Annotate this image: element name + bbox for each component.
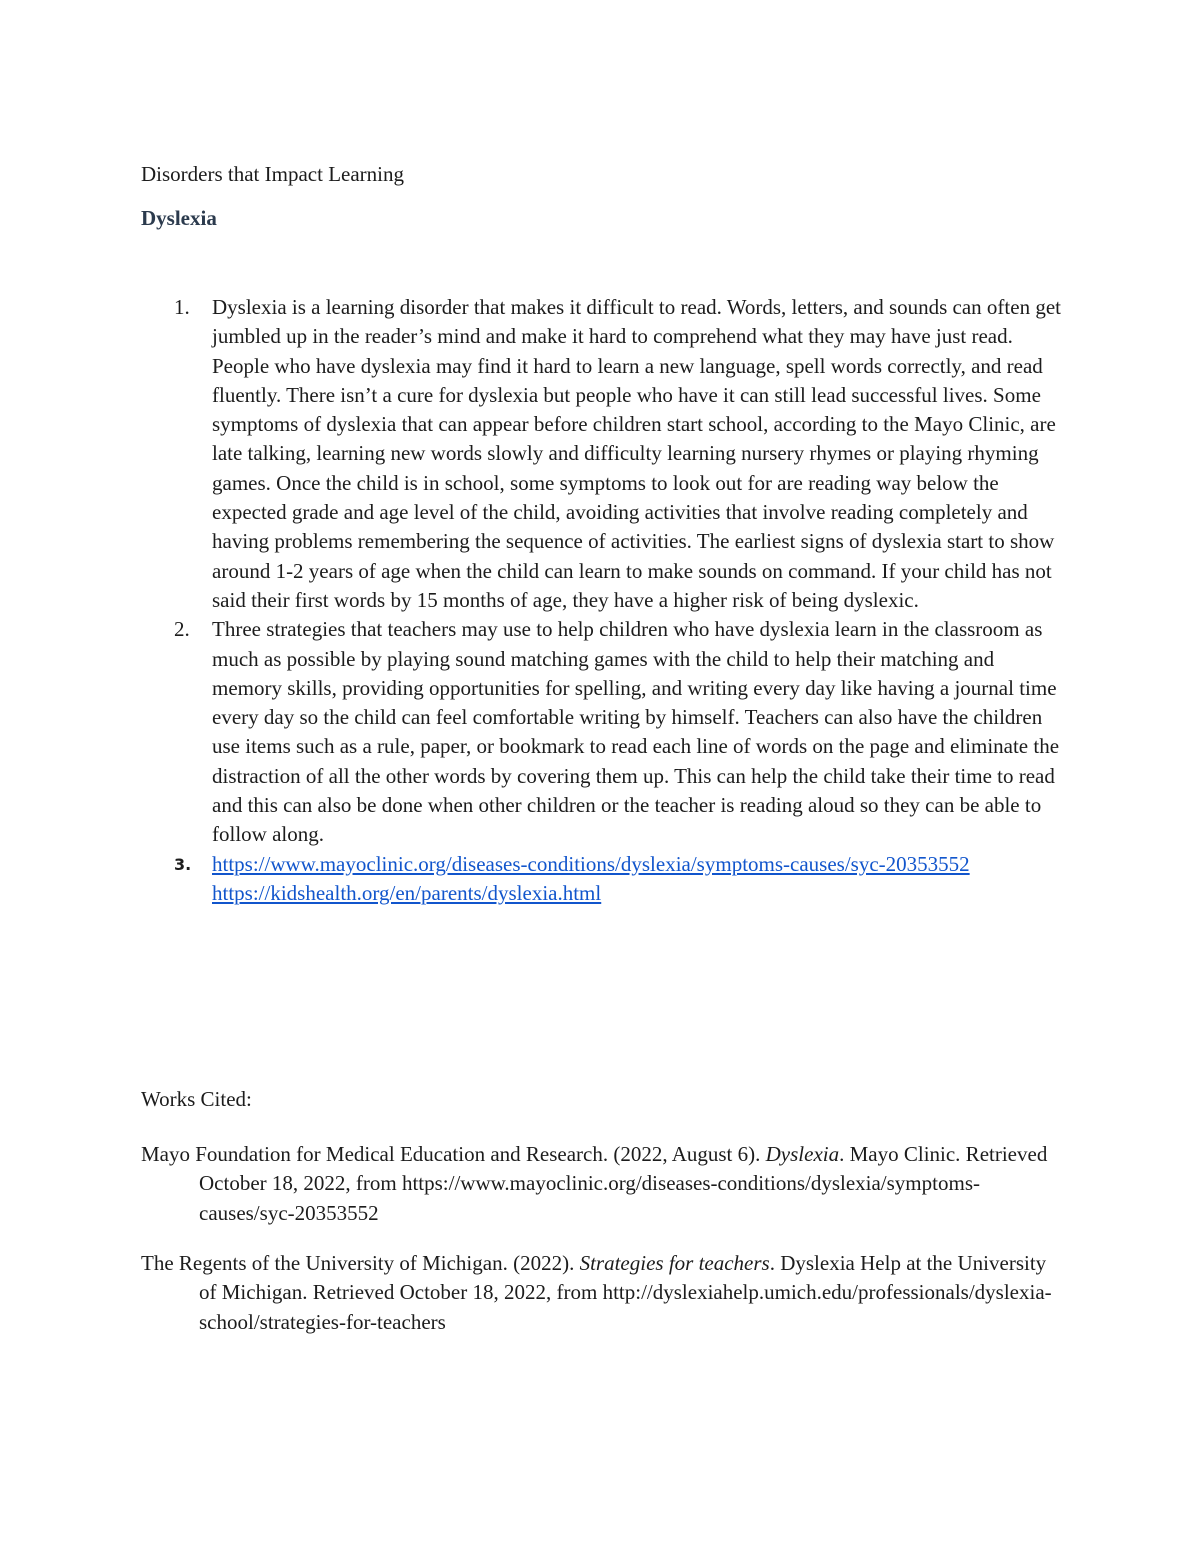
- list-item-text: Dyslexia is a learning disorder that makes it difficult to read. Words, letters, and sounds can often get jumbled up in the reader’s mind and make it hard to comprehend what they may have just read. People who have dyslexia may find it hard to learn a new language, spell words correctly, and read fluently. There isn’t a cure for dyslexia but people who have it can still lead successful lives. Some symptoms of dyslexia that can appear before children start school, according to the Mayo Clinic, are late talking, learning new words slowly and difficulty learning nursery rhymes or playing rhyming games. Once the child is in school, some symptoms to look out for are reading way below the expected grade and age level of the child, avoiding activities that involve reading completely and having problems remembering the sequence of activities. The earliest signs of dyslexia start to show around 1-2 years of age when the child can learn to make sounds on command. If your child has not said their first words by 15 months of age, they have a higher risk of being dyslexic.: [212, 295, 1061, 612]
- citation-text: . Mayo Clinic. Retrieved October 18, 2022, from https://www.mayoclinic.org/diseases-conditions/dyslexia/symptoms-causes/syc-20353552: [199, 1142, 1048, 1225]
- citation-text: The Regents of the University of Michigan. (2022).: [141, 1251, 580, 1275]
- list-item-text: Three strategies that teachers may use to help children who have dyslexia learn in the classroom as much as possible by playing sound matching games with the child to help their matching and memory skills, providing opportunities for spelling, and writing every day like having a journal time every day so the child can feel comfortable writing by himself. Teachers can also have the children use items such as a rule, paper, or bookmark to read each line of words on the page and eliminate the distraction of all the other words by covering them up. This can help the child take their time to read and this can also be done when other children or the teacher is reading aloud so they can be able to follow along.: [212, 617, 1060, 847]
- citation-text: Mayo Foundation for Medical Education and Research. (2022, August 6).: [141, 1142, 766, 1166]
- list-item: [141, 850, 1066, 909]
- list-number: 1.: [174, 295, 190, 319]
- numbered-list: [141, 293, 1066, 908]
- works-cited-label: Works Cited:: [141, 1087, 252, 1111]
- section-heading: Dyslexia: [141, 206, 217, 230]
- list-number: 2.: [174, 617, 190, 642]
- citation-title: Dyslexia: [765, 1142, 840, 1166]
- list-number: 3.: [174, 854, 192, 874]
- mayo-clinic-link[interactable]: https://www.mayoclinic.org/diseases-conditions/dyslexia/symptoms-causes/syc-20353552: [212, 851, 970, 876]
- list-item: [141, 293, 1066, 615]
- document-title: Disorders that Impact Learning: [141, 162, 404, 186]
- citation-entry: [141, 1249, 1066, 1337]
- list-item: [141, 615, 1066, 849]
- citation-entry: [141, 1140, 1066, 1228]
- citation-title: Strategies for teachers: [579, 1251, 770, 1275]
- kidshealth-link[interactable]: https://kidshealth.org/en/parents/dyslexia.html: [212, 880, 602, 905]
- citation-text: . Dyslexia Help at the University of Michigan. Retrieved October 18, 2022, from http://dyslexiahelp.umich.edu/professionals/dyslexia-school/strategies-for-teachers: [199, 1251, 1052, 1334]
